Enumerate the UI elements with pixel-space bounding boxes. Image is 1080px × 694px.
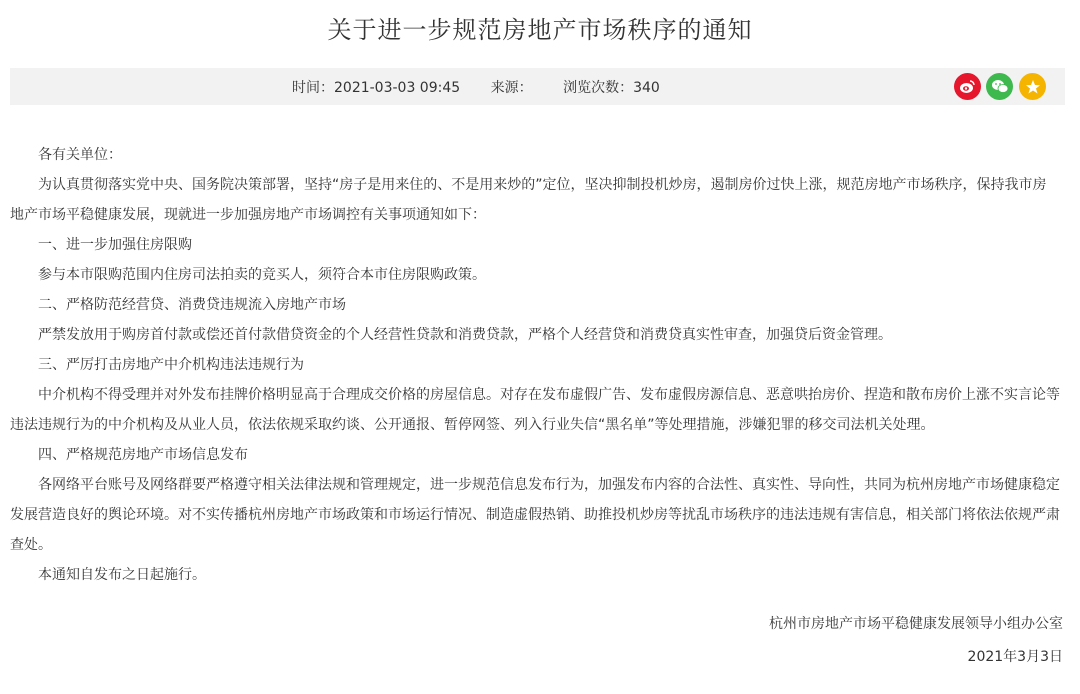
paragraph: 各有关单位： [38,147,122,163]
paragraph: 为认真贯彻落实党中央、国务院决策部署，坚持“房子是用来住的、不是用来炒的”定位，坚决抑制投机炒房，遏制房价过快上涨，规范房地产市场秩序，保持我市房地产市场平稳健康发展，现就进一步加强房地产市场调控有关事项通知如下： [10,177,1047,223]
paragraph: 中介机构不得受理并对外发布挂牌价格明显高于合理成交价格的房屋信息。对存在发布虚假广告、发布虚假房源信息、恶意哄抬房价、捏造和散布房价上涨不实言论等违法违规行为的中介机构及从业人员，依法依规采取约谈、公开通报、暂停网签、列入行业失信“黑名单”等处理措施，涉嫌犯罪的移交司法机关处理。 [10,387,1060,433]
section-heading: 三、严厉打击房地产中介机构违法违规行为 [38,357,304,373]
paragraph: 参与本市限购范围内住房司法拍卖的竞买人，须符合本市住房限购政策。 [38,267,486,283]
page-title: 关于进一步规范房地产市场秩序的通知 [327,16,753,44]
paragraph: 各网络平台账号及网络群要严格遵守相关法律法规和管理规定，进一步规范信息发布行为，加强发布内容的合法性、真实性、导向性，共同为杭州房地产市场健康稳定发展营造良好的舆论环境。对不实传播杭州房地产市场政策和市场运行情况、制造虚假热销、助推投机炒房等扰乱市场秩序的违法违规有害信息，相关部门将依法依规严肃查处。 [10,477,1060,553]
signature-org: 杭州市房地产市场平稳健康发展领导小组办公室 [769,616,1063,632]
view-count: 浏览次数：340 [563,80,660,96]
weibo-icon[interactable] [954,73,981,100]
publish-time: 时间：2021-03-03 09:45 [292,80,461,96]
section-heading: 四、严格规范房地产市场信息发布 [38,447,248,463]
section-heading: 二、严格防范经营贷、消费贷违规流入房地产市场 [38,297,346,313]
paragraph: 严禁发放用于购房首付款或偿还首付款借贷资金的个人经营性贷款和消费贷款，严格个人经营贷和消费贷真实性审查，加强贷后资金管理。 [38,327,892,343]
source-label: 来源： [490,80,533,96]
paragraph: 本通知自发布之日起施行。 [38,567,206,583]
qzone-icon[interactable] [1019,73,1046,100]
meta-bar [10,68,1065,105]
signature-date: 2021年3月3日 [967,649,1063,665]
section-heading: 一、进一步加强住房限购 [38,237,192,253]
notice-body [10,140,1060,590]
wechat-icon[interactable] [986,73,1013,100]
meta-info [292,77,686,97]
